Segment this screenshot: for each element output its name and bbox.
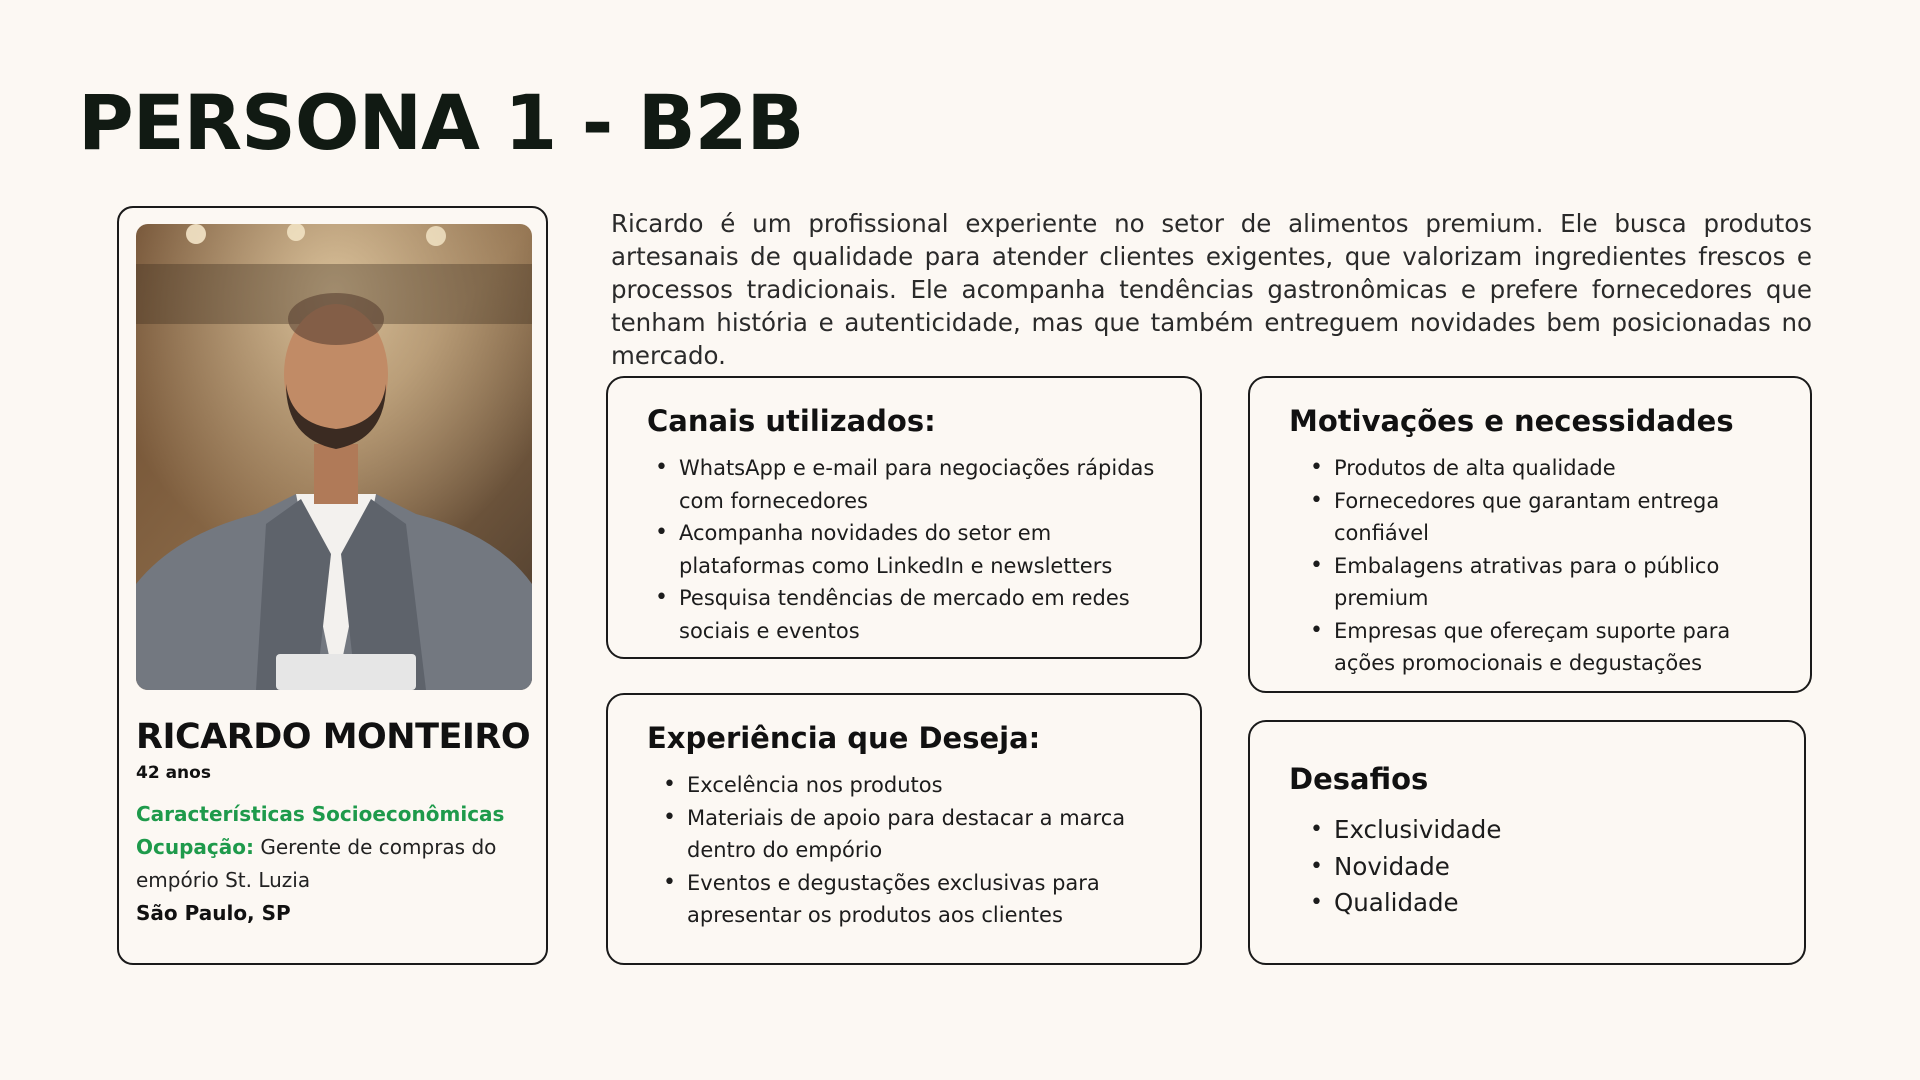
- list-item: • WhatsApp e e-mail para negociações rápidas com fornecedores: [647, 452, 1167, 517]
- experiencia-heading: Experiência que Deseja:: [647, 721, 1041, 755]
- canais-heading: Canais utilizados:: [647, 404, 936, 438]
- motivacoes-card: [1248, 376, 1812, 693]
- list-item: • Materiais de apoio para destacar a marca dentro do empório: [655, 802, 1175, 867]
- list-item: • Eventos e degustações exclusivas para apresentar os produtos aos clientes: [655, 867, 1175, 932]
- list-item: • Acompanha novidades do setor em plataformas como LinkedIn e newsletters: [647, 517, 1167, 582]
- list-item: • Excelência nos produtos: [655, 769, 1175, 802]
- persona-name: RICARDO MONTEIRO: [136, 717, 531, 757]
- occupation-label: Ocupação:: [136, 835, 254, 859]
- list-item: • Embalagens atrativas para o público premium: [1302, 550, 1782, 615]
- businessman-photo-icon: [136, 224, 532, 690]
- canais-card: [606, 376, 1202, 659]
- location: São Paulo, SP: [136, 901, 291, 925]
- experiencia-card: [606, 693, 1202, 965]
- persona-intro: Ricardo é um profissional experiente no setor de alimentos premium. Ele busca produtos artesanais de qualidade para atender clientes exigentes, que valorizam ingredientes frescos e processos tradicionais. Ele acompanha tendências gastronômicas e prefere fornecedores que tenham história e autenticidade, mas que também entreguem novidades bem posicionadas no mercado.: [611, 209, 1812, 370]
- list-item: • Exclusividade: [1302, 812, 1762, 849]
- profile-photo: [136, 224, 532, 690]
- list-item: • Produtos de alta qualidade: [1302, 452, 1782, 485]
- desafios-card: [1248, 720, 1806, 965]
- list-item: • Empresas que ofereçam suporte para ações promocionais e degustações: [1302, 615, 1782, 680]
- profile-card: [117, 206, 548, 965]
- motivacoes-heading: Motivações e necessidades: [1289, 404, 1734, 438]
- canais-list: [647, 452, 1167, 647]
- list-item: • Qualidade: [1302, 885, 1762, 922]
- desafios-list: [1302, 812, 1762, 922]
- list-item: • Fornecedores que garantam entrega confiável: [1302, 485, 1782, 550]
- list-item: • Novidade: [1302, 849, 1762, 886]
- motivacoes-list: [1302, 452, 1782, 680]
- experiencia-list: [655, 769, 1175, 932]
- socio-heading: Características Socioeconômicas: [136, 802, 505, 826]
- socio-section: [136, 798, 536, 930]
- desafios-heading: Desafios: [1289, 762, 1429, 796]
- page-title: PERSONA 1 - B2B: [78, 78, 804, 167]
- persona-age: 42 anos: [136, 763, 211, 783]
- occupation-value: Gerente de compras do empório St. Luzia: [136, 835, 497, 892]
- list-item: • Pesquisa tendências de mercado em redes sociais e eventos: [647, 582, 1167, 647]
- occupation: [136, 831, 536, 897]
